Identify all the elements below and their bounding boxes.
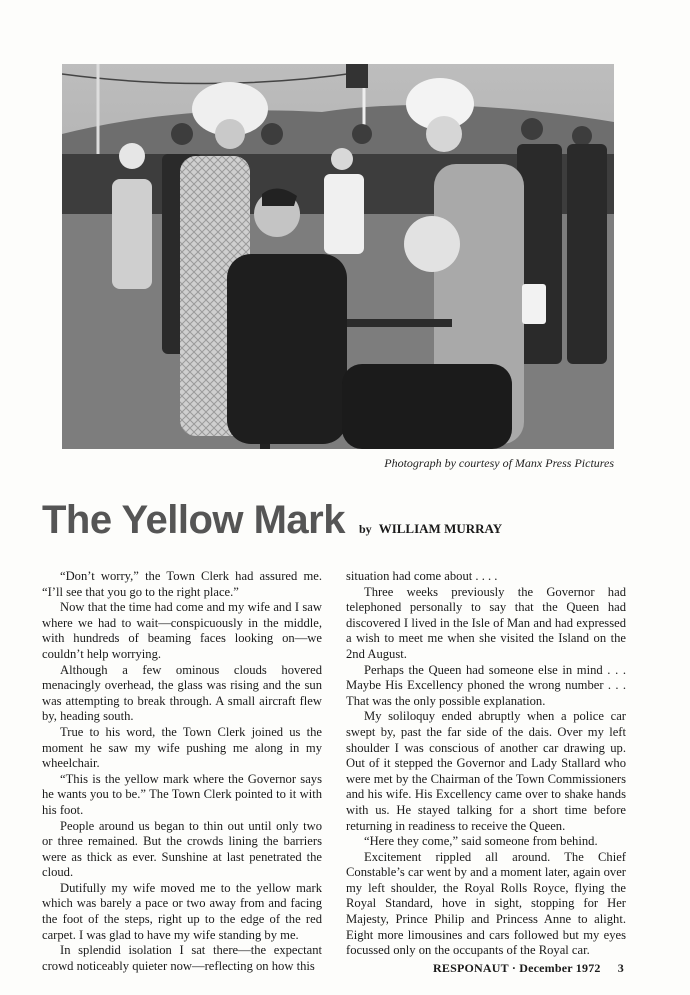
publication-info: RESPONAUT · December 1972 bbox=[433, 961, 601, 975]
paragraph: In splendid isolation I sat there—the expectant crowd noticeably quieter now—reflecting on how this bbox=[42, 943, 322, 973]
paragraph: Although a few ominous clouds hovered menacingly overhead, the glass was rising and the sun was attempting to break through. A small aircraft flew by, heading south. bbox=[42, 662, 322, 724]
paragraph: Excitement rippled all around. The Chief Constable’s car went by and a moment later, again over my left shoulder, the Royal Rolls Royce, flying the Royal Standard, hove in sight, stopping for Her Majesty, Prince Philip and Princess Anne to alight. Eight more limousines and cars followed but my eyes focussed only on the occupants of the Royal car. bbox=[346, 849, 626, 958]
paragraph: People around us began to thin out until only two or three remained. But the crowds lining the barriers were as thick as ever. Sunshine at last penetrated the cloud. bbox=[42, 818, 322, 880]
article-title: The Yellow Mark bbox=[42, 498, 345, 542]
photo-scene bbox=[62, 64, 614, 449]
headline bbox=[42, 498, 502, 543]
byline bbox=[359, 521, 502, 537]
paragraph: “Here they come,” said someone from behind. bbox=[364, 834, 598, 849]
photo-credit: Photograph by courtesy of Manx Press Pictures bbox=[384, 456, 614, 470]
paragraph: “This is the yellow mark where the Governor says he wants you to be.” The Town Clerk pointed to it with his foot. bbox=[42, 771, 322, 817]
page-number: 3 bbox=[617, 961, 624, 975]
paragraph: My soliloquy ended abruptly when a police car swept by, past the far side of the dais. Over my left shoulder I was conscious of another car drawing up. Out of it stepped the Governor and Lady Stallard who were met by the Chairman of the Town Commissioners and his wife. His Excellency came over to shake hands with us. He stayed talking for a short time before returning in readiness to receive the Queen. bbox=[346, 709, 626, 833]
paragraph: True to his word, the Town Clerk joined us the moment he saw my wife pushing me along in my wheelchair. bbox=[42, 724, 322, 771]
article-column-right bbox=[346, 569, 626, 959]
paragraph: Now that the time had come and my wife and I saw where we had to wait—conspicuously in the middle, with hundreds of beaming faces looking on—we couldn’t help worrying. bbox=[42, 600, 322, 661]
paragraph: Dutifully my wife moved me to the yellow mark which was barely a pace or two away from and facing the foot of the steps, right up to the edge of the red carpet. I was glad to have my wife standing by me. bbox=[42, 880, 322, 942]
byline-by: by bbox=[359, 522, 372, 536]
paragraph: Perhaps the Queen had someone else in mind . . . Maybe His Excellency phoned the wrong number . . . That was the only possible explanation. bbox=[346, 662, 626, 708]
paragraph: situation had come about . . . . bbox=[346, 569, 498, 583]
paragraph: “Don’t worry,” the Town Clerk had assured me. “I’ll see that you go to the right place.” bbox=[42, 569, 322, 599]
article-photograph bbox=[62, 64, 614, 449]
article-column-left bbox=[42, 569, 322, 974]
page-footer bbox=[433, 961, 624, 976]
author-name: WILLIAM MURRAY bbox=[378, 521, 503, 536]
paragraph: Three weeks previously the Governor had telephoned personally to say that the Queen had discovered I lived in the Isle of Man and had expressed a wish to meet me when she visited the Island on the 2nd August. bbox=[346, 584, 626, 661]
